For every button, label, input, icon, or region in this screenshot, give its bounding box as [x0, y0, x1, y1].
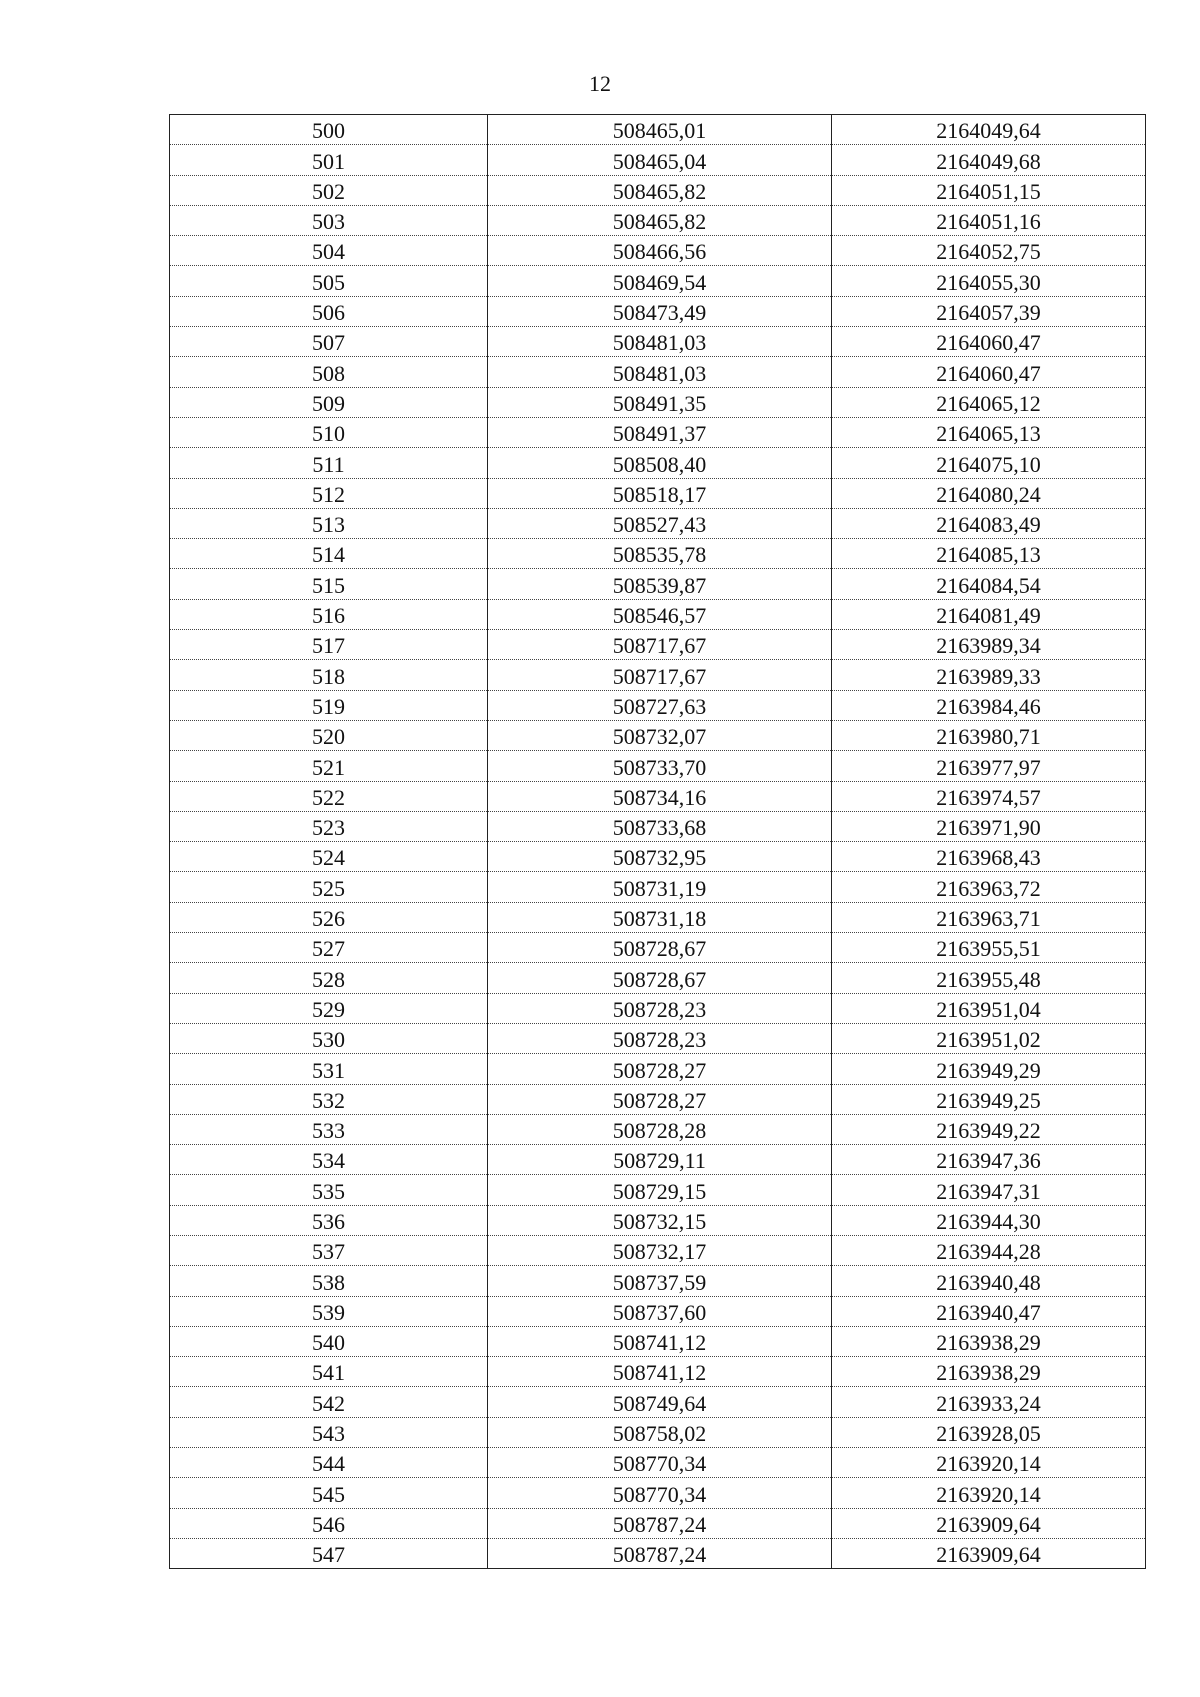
point-number-cell: 528	[170, 963, 488, 993]
x-coordinate-cell: 508491,35	[488, 387, 832, 417]
x-coordinate-cell: 508728,67	[488, 963, 832, 993]
table-row	[170, 115, 1146, 145]
table-row	[170, 599, 1146, 629]
table-row	[170, 993, 1146, 1023]
x-coordinate-cell: 508527,43	[488, 508, 832, 538]
point-number-cell: 510	[170, 417, 488, 447]
point-number-cell: 542	[170, 1387, 488, 1417]
y-coordinate-cell: 2163963,71	[832, 902, 1146, 932]
y-coordinate-cell: 2164052,75	[832, 236, 1146, 266]
x-coordinate-cell: 508770,34	[488, 1448, 832, 1478]
x-coordinate-cell: 508731,18	[488, 902, 832, 932]
y-coordinate-cell: 2164081,49	[832, 599, 1146, 629]
table-row	[170, 902, 1146, 932]
point-number-cell: 547	[170, 1538, 488, 1568]
point-number-cell: 505	[170, 266, 488, 296]
table-row	[170, 1478, 1146, 1508]
y-coordinate-cell: 2163949,29	[832, 1054, 1146, 1084]
x-coordinate-cell: 508731,19	[488, 872, 832, 902]
x-coordinate-cell: 508465,04	[488, 145, 832, 175]
x-coordinate-cell: 508729,11	[488, 1145, 832, 1175]
table-row	[170, 1054, 1146, 1084]
table-row	[170, 1145, 1146, 1175]
table-row	[170, 751, 1146, 781]
y-coordinate-cell: 2163984,46	[832, 690, 1146, 720]
x-coordinate-cell: 508535,78	[488, 539, 832, 569]
x-coordinate-cell: 508749,64	[488, 1387, 832, 1417]
x-coordinate-cell: 508465,82	[488, 175, 832, 205]
table-row	[170, 448, 1146, 478]
table-row	[170, 387, 1146, 417]
point-number-cell: 508	[170, 357, 488, 387]
x-coordinate-cell: 508737,59	[488, 1266, 832, 1296]
y-coordinate-cell: 2163940,48	[832, 1266, 1146, 1296]
point-number-cell: 532	[170, 1084, 488, 1114]
x-coordinate-cell: 508491,37	[488, 417, 832, 447]
y-coordinate-cell: 2163955,51	[832, 933, 1146, 963]
x-coordinate-cell: 508728,28	[488, 1114, 832, 1144]
table-row	[170, 781, 1146, 811]
point-number-cell: 543	[170, 1417, 488, 1447]
table-row	[170, 508, 1146, 538]
point-number-cell: 516	[170, 599, 488, 629]
table-row	[170, 811, 1146, 841]
y-coordinate-cell: 2164055,30	[832, 266, 1146, 296]
x-coordinate-cell: 508728,67	[488, 933, 832, 963]
point-number-cell: 514	[170, 539, 488, 569]
point-number-cell: 500	[170, 115, 488, 145]
table-row	[170, 296, 1146, 326]
x-coordinate-cell: 508787,24	[488, 1508, 832, 1538]
y-coordinate-cell: 2163974,57	[832, 781, 1146, 811]
table-row	[170, 478, 1146, 508]
x-coordinate-cell: 508473,49	[488, 296, 832, 326]
y-coordinate-cell: 2163980,71	[832, 720, 1146, 750]
coordinates-table	[169, 114, 1146, 1569]
table-row	[170, 872, 1146, 902]
table-row	[170, 1114, 1146, 1144]
table-row	[170, 842, 1146, 872]
y-coordinate-cell: 2163933,24	[832, 1387, 1146, 1417]
point-number-cell: 535	[170, 1175, 488, 1205]
table-row	[170, 963, 1146, 993]
point-number-cell: 529	[170, 993, 488, 1023]
table-row	[170, 1387, 1146, 1417]
point-number-cell: 521	[170, 751, 488, 781]
point-number-cell: 512	[170, 478, 488, 508]
y-coordinate-cell: 2163949,22	[832, 1114, 1146, 1144]
point-number-cell: 509	[170, 387, 488, 417]
point-number-cell: 513	[170, 508, 488, 538]
y-coordinate-cell: 2164051,16	[832, 205, 1146, 235]
y-coordinate-cell: 2163944,28	[832, 1235, 1146, 1265]
x-coordinate-cell: 508732,17	[488, 1235, 832, 1265]
x-coordinate-cell: 508741,12	[488, 1357, 832, 1387]
y-coordinate-cell: 2163928,05	[832, 1417, 1146, 1447]
x-coordinate-cell: 508728,23	[488, 1023, 832, 1053]
y-coordinate-cell: 2164065,13	[832, 417, 1146, 447]
point-number-cell: 530	[170, 1023, 488, 1053]
y-coordinate-cell: 2163951,02	[832, 1023, 1146, 1053]
y-coordinate-cell: 2163944,30	[832, 1205, 1146, 1235]
x-coordinate-cell: 508465,82	[488, 205, 832, 235]
point-number-cell: 534	[170, 1145, 488, 1175]
table-row	[170, 539, 1146, 569]
x-coordinate-cell: 508717,67	[488, 630, 832, 660]
y-coordinate-cell: 2163938,29	[832, 1357, 1146, 1387]
table-row	[170, 417, 1146, 447]
x-coordinate-cell: 508539,87	[488, 569, 832, 599]
point-number-cell: 501	[170, 145, 488, 175]
x-coordinate-cell: 508737,60	[488, 1296, 832, 1326]
y-coordinate-cell: 2163940,47	[832, 1296, 1146, 1326]
point-number-cell: 536	[170, 1205, 488, 1235]
y-coordinate-cell: 2163949,25	[832, 1084, 1146, 1114]
table-row	[170, 630, 1146, 660]
y-coordinate-cell: 2164049,64	[832, 115, 1146, 145]
x-coordinate-cell: 508728,27	[488, 1054, 832, 1084]
table-row	[170, 1538, 1146, 1568]
x-coordinate-cell: 508733,70	[488, 751, 832, 781]
y-coordinate-cell: 2164080,24	[832, 478, 1146, 508]
table-row	[170, 1235, 1146, 1265]
point-number-cell: 507	[170, 327, 488, 357]
x-coordinate-cell: 508732,15	[488, 1205, 832, 1235]
table-row	[170, 1508, 1146, 1538]
point-number-cell: 539	[170, 1296, 488, 1326]
y-coordinate-cell: 2164060,47	[832, 357, 1146, 387]
page-number: 12	[589, 71, 611, 96]
y-coordinate-cell: 2163977,97	[832, 751, 1146, 781]
point-number-cell: 540	[170, 1326, 488, 1356]
point-number-cell: 541	[170, 1357, 488, 1387]
point-number-cell: 527	[170, 933, 488, 963]
y-coordinate-cell: 2163920,14	[832, 1478, 1146, 1508]
x-coordinate-cell: 508741,12	[488, 1326, 832, 1356]
point-number-cell: 524	[170, 842, 488, 872]
y-coordinate-cell: 2163947,31	[832, 1175, 1146, 1205]
table-row	[170, 1205, 1146, 1235]
table-row	[170, 175, 1146, 205]
x-coordinate-cell: 508787,24	[488, 1538, 832, 1568]
table-row	[170, 1326, 1146, 1356]
x-coordinate-cell: 508546,57	[488, 599, 832, 629]
x-coordinate-cell: 508466,56	[488, 236, 832, 266]
table-row	[170, 357, 1146, 387]
point-number-cell: 515	[170, 569, 488, 599]
table-row	[170, 1296, 1146, 1326]
y-coordinate-cell: 2163989,34	[832, 630, 1146, 660]
point-number-cell: 522	[170, 781, 488, 811]
point-number-cell: 526	[170, 902, 488, 932]
table-row	[170, 1357, 1146, 1387]
table-row	[170, 145, 1146, 175]
table-row	[170, 720, 1146, 750]
table-row	[170, 1084, 1146, 1114]
y-coordinate-cell: 2164083,49	[832, 508, 1146, 538]
point-number-cell: 531	[170, 1054, 488, 1084]
x-coordinate-cell: 508717,67	[488, 660, 832, 690]
x-coordinate-cell: 508770,34	[488, 1478, 832, 1508]
y-coordinate-cell: 2163971,90	[832, 811, 1146, 841]
point-number-cell: 525	[170, 872, 488, 902]
y-coordinate-cell: 2163989,33	[832, 660, 1146, 690]
y-coordinate-cell: 2163947,36	[832, 1145, 1146, 1175]
point-number-cell: 546	[170, 1508, 488, 1538]
x-coordinate-cell: 508727,63	[488, 690, 832, 720]
x-coordinate-cell: 508732,07	[488, 720, 832, 750]
x-coordinate-cell: 508481,03	[488, 357, 832, 387]
y-coordinate-cell: 2164075,10	[832, 448, 1146, 478]
table-row	[170, 1417, 1146, 1447]
point-number-cell: 537	[170, 1235, 488, 1265]
table-row	[170, 1448, 1146, 1478]
point-number-cell: 517	[170, 630, 488, 660]
point-number-cell: 511	[170, 448, 488, 478]
y-coordinate-cell: 2164060,47	[832, 327, 1146, 357]
table-row	[170, 236, 1146, 266]
x-coordinate-cell: 508728,23	[488, 993, 832, 1023]
y-coordinate-cell: 2164065,12	[832, 387, 1146, 417]
x-coordinate-cell: 508469,54	[488, 266, 832, 296]
y-coordinate-cell: 2164049,68	[832, 145, 1146, 175]
x-coordinate-cell: 508481,03	[488, 327, 832, 357]
y-coordinate-cell: 2163909,64	[832, 1538, 1146, 1568]
x-coordinate-cell: 508508,40	[488, 448, 832, 478]
point-number-cell: 545	[170, 1478, 488, 1508]
point-number-cell: 502	[170, 175, 488, 205]
x-coordinate-cell: 508465,01	[488, 115, 832, 145]
y-coordinate-cell: 2163909,64	[832, 1508, 1146, 1538]
x-coordinate-cell: 508733,68	[488, 811, 832, 841]
x-coordinate-cell: 508734,16	[488, 781, 832, 811]
table-row	[170, 569, 1146, 599]
table-row	[170, 205, 1146, 235]
y-coordinate-cell: 2163968,43	[832, 842, 1146, 872]
point-number-cell: 533	[170, 1114, 488, 1144]
table-row	[170, 1023, 1146, 1053]
point-number-cell: 544	[170, 1448, 488, 1478]
point-number-cell: 538	[170, 1266, 488, 1296]
point-number-cell: 503	[170, 205, 488, 235]
point-number-cell: 520	[170, 720, 488, 750]
y-coordinate-cell: 2163963,72	[832, 872, 1146, 902]
y-coordinate-cell: 2163938,29	[832, 1326, 1146, 1356]
point-number-cell: 523	[170, 811, 488, 841]
point-number-cell: 506	[170, 296, 488, 326]
point-number-cell: 519	[170, 690, 488, 720]
y-coordinate-cell: 2164084,54	[832, 569, 1146, 599]
x-coordinate-cell: 508728,27	[488, 1084, 832, 1114]
point-number-cell: 504	[170, 236, 488, 266]
table-row	[170, 933, 1146, 963]
y-coordinate-cell: 2163920,14	[832, 1448, 1146, 1478]
table-row	[170, 327, 1146, 357]
table-row	[170, 660, 1146, 690]
x-coordinate-cell: 508518,17	[488, 478, 832, 508]
y-coordinate-cell: 2163955,48	[832, 963, 1146, 993]
y-coordinate-cell: 2164051,15	[832, 175, 1146, 205]
point-number-cell: 518	[170, 660, 488, 690]
coordinates-table-body	[170, 115, 1146, 1569]
table-row	[170, 1266, 1146, 1296]
y-coordinate-cell: 2163951,04	[832, 993, 1146, 1023]
y-coordinate-cell: 2164057,39	[832, 296, 1146, 326]
y-coordinate-cell: 2164085,13	[832, 539, 1146, 569]
table-row	[170, 690, 1146, 720]
x-coordinate-cell: 508758,02	[488, 1417, 832, 1447]
x-coordinate-cell: 508732,95	[488, 842, 832, 872]
table-row	[170, 1175, 1146, 1205]
x-coordinate-cell: 508729,15	[488, 1175, 832, 1205]
table-row	[170, 266, 1146, 296]
